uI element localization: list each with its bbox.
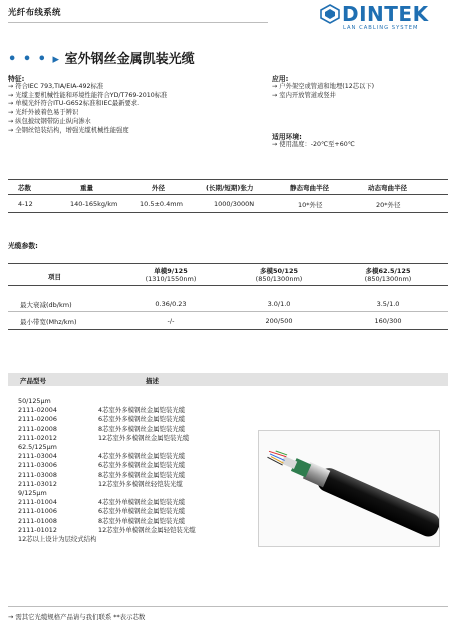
spec-value-diameter: 10.5±0.4mm	[140, 200, 183, 208]
table-rule	[8, 194, 448, 195]
spec-header-weight: 重量	[80, 184, 93, 192]
product-title	[8, 48, 195, 67]
products-note: 12芯以上设计为层绞式结构	[18, 535, 97, 544]
table-row: 2111-01008 8芯室外单模钢丝金属铠装光缆	[18, 516, 186, 525]
table-row: 2111-02008 8芯室外多模钢丝金属铠装光缆	[18, 424, 186, 433]
list-item: → 使用温度：-20℃至+60℃	[272, 141, 355, 148]
table-rule	[8, 263, 448, 264]
params-value: 3.0/1.0	[267, 300, 291, 308]
params-col-multimode50: 多模50/125 (850/1300nm)	[255, 267, 303, 283]
table-row: 2111-02004 4芯室外多模钢丝金属铠装光缆	[18, 406, 186, 415]
table-row: 2111-01004 4芯室外单模钢丝金属铠装光缆	[18, 498, 186, 507]
params-value: 160/300	[374, 317, 402, 325]
features-label: 特征:	[8, 75, 25, 83]
group-heading: 62.5/125μm	[18, 443, 57, 452]
cable-illustration	[259, 431, 439, 546]
table-rule	[8, 179, 448, 180]
product-title-text: 室外钢丝金属凯装光缆	[64, 52, 195, 67]
brand-name: DINTEK	[342, 2, 429, 26]
spec-value-dynamic-bend: 20*外径	[376, 201, 401, 209]
products-header-bar	[8, 373, 448, 386]
applications-label: 应用:	[272, 75, 289, 83]
spec-value-static-bend: 10*外径	[298, 201, 323, 209]
params-header-item: 项目	[48, 273, 61, 281]
spec-header-static-bend: 静态弯曲半径	[290, 184, 329, 192]
params-row-label: 最大衰减(db/km)	[20, 301, 72, 309]
products-col-desc: 描述	[146, 377, 159, 385]
list-item: → 户外架空或管道和地埋(12芯以下)	[272, 83, 375, 90]
table-row: 2111-02012 12芯室外多模钢丝金属铠装光缆	[18, 433, 190, 442]
list-item: → 光缆主要机械性能和环境性能符合YD/T769-2010标准	[8, 91, 168, 99]
list-item: → 符合IEC 793,TIA/EIA-492标准	[8, 83, 104, 90]
footer-note: → 需其它光缆规格产品请与我们联系 **表示芯数	[8, 613, 146, 621]
spec-header-cores: 芯数	[18, 184, 31, 192]
params-value: 0.36/0.23	[155, 300, 187, 308]
list-item: → 单模光纤符合ITU-G652标准和IEC最新要求.	[8, 100, 140, 108]
list-item: → 全钢丝铠装结构，增强光缆机械性能强度	[8, 126, 129, 134]
params-col-multimode62: 多模62.5/125 (850/1300nm)	[364, 267, 412, 283]
list-item: → 光纤外被着色易于辨识	[8, 109, 79, 117]
spec-value-weight: 140-165kg/km	[70, 200, 118, 208]
table-rule	[8, 285, 448, 286]
section-title: 光纤布线系统	[8, 8, 61, 18]
params-value: 3.5/1.0	[376, 300, 400, 308]
cable-params-title: 光缆参数:	[8, 242, 38, 250]
footer-rule	[8, 606, 448, 607]
params-col-singlemode: 单模9/125 (1310/1550nm)	[145, 267, 197, 283]
group-heading: 9/125μm	[18, 489, 47, 498]
spec-value-tension: 1000/3000N	[214, 200, 255, 208]
features-list	[8, 83, 167, 135]
table-row: 2111-01006 6芯室外单模钢丝金属铠装光缆	[18, 507, 186, 516]
table-rule	[8, 311, 448, 312]
table-row: 2111-03008 8芯室外多模钢丝金属铠装光缆	[18, 470, 186, 479]
params-value: 200/500	[265, 317, 293, 325]
environment-list	[272, 141, 355, 150]
cable-photo	[258, 430, 440, 547]
brand-mark-icon	[320, 4, 340, 24]
header-divider	[8, 22, 268, 23]
list-item: → 纵包披纹钢带防止纵向渗水	[8, 117, 91, 125]
products-col-model: 产品型号	[20, 377, 46, 385]
table-row: 2111-03012 12芯室外多模钢丝轻铠装光缆	[18, 479, 183, 488]
list-item: → 室内开放管道或竖井	[272, 91, 336, 99]
brand-logo	[320, 2, 450, 38]
group-heading: 50/125μm	[18, 397, 51, 405]
environment-label: 适用环境:	[272, 133, 302, 141]
params-value: -/-	[167, 317, 175, 325]
table-row: 2111-02006 6芯室外多模钢丝金属铠装光缆	[18, 415, 186, 424]
title-arrows-icon: • • • ▸	[8, 52, 61, 67]
spec-header-dynamic-bend: 动态弯曲半径	[368, 184, 407, 192]
applications-list	[272, 83, 374, 100]
table-rule	[8, 212, 448, 213]
spec-header-diameter: 外径	[152, 184, 165, 192]
products-list	[18, 397, 218, 544]
table-rule	[8, 329, 448, 330]
table-row: 2111-03004 4芯室外多模钢丝金属铠装光缆	[18, 452, 186, 461]
params-row-label: 最小带宽(Mhz/km)	[20, 318, 77, 326]
spec-header-tension: (长期/短期)张力	[206, 184, 254, 192]
spec-value-cores: 4-12	[18, 200, 33, 208]
brand-tagline: LAN CABLING SYSTEM	[343, 25, 419, 31]
table-row: 2111-03006 6芯室外多模钢丝金属铠装光缆	[18, 461, 186, 470]
table-row: 2111-01012 12芯室外单模钢丝金属轻铠装光缆	[18, 525, 196, 534]
